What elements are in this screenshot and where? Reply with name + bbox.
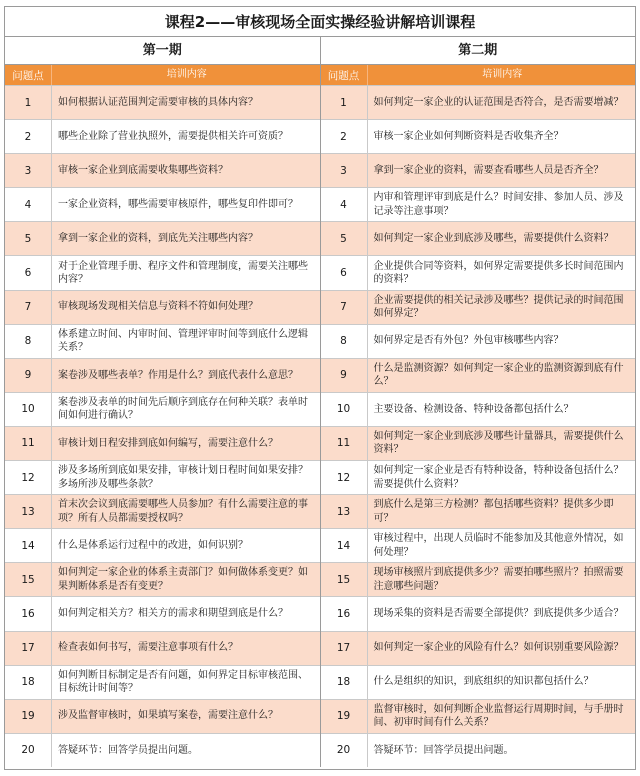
column-header-row	[321, 65, 636, 85]
row-content	[368, 427, 636, 460]
table-row	[321, 85, 636, 119]
table-row	[5, 153, 320, 187]
table-row	[321, 562, 636, 596]
table-row	[321, 221, 636, 255]
row-content	[368, 120, 636, 153]
row-number: 17	[321, 632, 368, 665]
row-content-text: 什么是监测资源？如何判定一家企业的监测资源到底有什么？	[373, 362, 624, 388]
column-header-content: 培训内容	[166, 69, 207, 81]
row-content	[52, 597, 320, 630]
table-row	[321, 255, 636, 289]
row-number: 4	[321, 188, 368, 221]
row-content	[52, 325, 320, 358]
row-number: 14	[321, 529, 368, 562]
row-content-text: 审核计划日程安排到底如何编写，需要注意什么？	[58, 437, 278, 449]
row-content-text: 现场审核照片到底提供多少？需要拍哪些照片？拍照需要注意哪些问题？	[373, 567, 624, 592]
row-content-text: 审核现场发现相关信息与资料不符如何处理？	[58, 301, 258, 313]
row-number: 20	[321, 734, 368, 767]
row-content-text: 如何判定一家企业到底涉及哪些，需要提供什么资料？	[373, 233, 614, 245]
row-content	[368, 632, 636, 665]
row-content-text: 拿到一家企业的资料，到底先关注哪些内容？	[58, 233, 258, 245]
row-content	[368, 222, 636, 255]
page-title: 课程2——审核现场全面实操经验讲解培训课程	[5, 7, 635, 37]
table-row	[321, 733, 636, 767]
course-table	[4, 6, 636, 770]
table-row	[321, 392, 636, 426]
table-row	[321, 153, 636, 187]
table-row	[321, 494, 636, 528]
row-number: 7	[5, 291, 52, 324]
row-content	[368, 359, 636, 392]
table-row	[5, 665, 320, 699]
table-row	[5, 699, 320, 733]
row-content-text: 首末次会议到底需要哪些人员参加？有什么需要注意的事项？所有人员都需要授权吗？	[58, 499, 308, 524]
table-row	[321, 596, 636, 630]
row-content	[52, 461, 320, 494]
table-row	[5, 255, 320, 289]
row-number: 6	[5, 256, 52, 289]
table-row	[5, 596, 320, 630]
table-row	[321, 665, 636, 699]
row-content	[52, 291, 320, 324]
row-content-text: 主要设备、检测设备、特种设备都包括什么？	[373, 403, 574, 415]
row-content	[52, 563, 320, 596]
row-content-text: 审核一家企业如何判断资料是否收集齐全？	[373, 130, 564, 142]
row-content-text: 一家企业资料，哪些需要审核原件，哪些复印件即可？	[58, 199, 298, 211]
table-row	[321, 119, 636, 153]
row-content-text: 如何根据认证范围判定需要审核的具体内容？	[58, 96, 258, 108]
row-number: 15	[5, 563, 52, 596]
row-number: 15	[321, 563, 368, 596]
table-body	[5, 65, 635, 767]
row-content-text: 如何判断目标制定是否有问题，如何界定目标审核范围、目标统计时间等？	[58, 669, 308, 695]
table-row	[5, 494, 320, 528]
row-content-text: 案卷涉及哪些表单？作用是什么？到底代表什么意思？	[58, 369, 298, 381]
row-content	[52, 154, 320, 187]
table-row	[321, 699, 636, 733]
table-row	[5, 187, 320, 221]
row-number: 9	[321, 359, 368, 392]
row-number: 20	[5, 734, 52, 767]
row-content-text: 哪些企业除了营业执照外，需要提供相关许可资质？	[58, 130, 288, 142]
row-number: 1	[5, 86, 52, 119]
row-content	[52, 495, 320, 528]
row-number: 18	[5, 666, 52, 699]
row-content-text: 涉及多场所到底如果安排，审核计划日程时间如果安排？多场所涉及哪些条款？	[58, 465, 308, 490]
table-row	[321, 460, 636, 494]
row-number: 9	[5, 359, 52, 392]
period-1-title: 第一期	[142, 43, 182, 58]
row-content-text: 监督审核时，如何判断企业监督运行周期时间，与手册时间、初审时间有什么关系？	[373, 703, 624, 729]
row-number: 11	[5, 427, 52, 460]
row-content	[52, 632, 320, 665]
row-number: 2	[321, 120, 368, 153]
row-number: 3	[5, 154, 52, 187]
row-content-text: 如何判定一家企业的风险有什么？如何识别重要风险源？	[373, 642, 624, 654]
row-content	[52, 120, 320, 153]
row-number: 16	[321, 597, 368, 630]
row-content-text: 如何判定一家企业的认证范围是否符合，是否需要增减？	[373, 96, 624, 108]
row-content-text: 到底什么是第三方检测？都包括哪些资料？提供多少即可？	[373, 499, 614, 524]
row-content-text: 什么是组织的知识，到底组织的知识都包括什么？	[373, 676, 594, 688]
table-row	[5, 324, 320, 358]
row-content	[52, 188, 320, 221]
row-content	[52, 666, 320, 699]
row-number: 14	[5, 529, 52, 562]
row-content	[368, 461, 636, 494]
row-number: 19	[321, 700, 368, 733]
row-number: 7	[321, 291, 368, 324]
table-row	[5, 392, 320, 426]
table-row	[5, 119, 320, 153]
row-content	[368, 188, 636, 221]
row-number: 1	[321, 86, 368, 119]
table-row	[5, 290, 320, 324]
row-number: 3	[321, 154, 368, 187]
table-row	[321, 187, 636, 221]
table-row	[5, 460, 320, 494]
row-content	[52, 256, 320, 289]
row-content	[368, 291, 636, 324]
period-2-title: 第二期	[320, 37, 636, 64]
row-content	[368, 700, 636, 733]
row-content	[368, 529, 636, 562]
row-number: 12	[5, 461, 52, 494]
row-content-text: 答疑环节：回答学员提出问题。	[373, 744, 514, 756]
row-content	[368, 325, 636, 358]
period-1-column	[5, 65, 320, 767]
table-row	[5, 528, 320, 562]
period-header-row	[5, 37, 635, 65]
row-content	[52, 393, 320, 426]
table-row	[5, 631, 320, 665]
column-header-num: 问题点	[5, 65, 52, 85]
period-2-column	[320, 65, 636, 767]
row-content-text: 如何判定一家企业的体系主责部门？如何做体系变更？如果判断体系是否有变更？	[58, 567, 308, 592]
row-content	[52, 734, 320, 767]
table-row	[321, 324, 636, 358]
row-content-text: 如何判定一家企业是否有特种设备，特种设备包括什么？需要提供什么资料？	[373, 465, 624, 490]
row-content	[368, 597, 636, 630]
row-content-text: 案卷涉及表单的时间先后顺序到底存在何种关联？表单时间如何进行确认？	[58, 396, 308, 422]
row-content-text: 企业需要提供的相关记录涉及哪些？提供记录的时间范围如何界定？	[373, 294, 624, 320]
row-number: 8	[5, 325, 52, 358]
row-content-text: 审核过程中，出现人员临时不能参加及其他意外情况，如何处理？	[373, 533, 624, 558]
row-content	[52, 700, 320, 733]
row-content	[52, 359, 320, 392]
row-content-text: 内审和管理评审到底是什么？时间安排、参加人员、涉及记录等注意事项？	[373, 192, 624, 217]
row-content-text: 审核一家企业到底需要收集哪些资料？	[58, 164, 228, 176]
row-content-text: 现场采集的资料是否需要全部提供？到底提供多少适合？	[373, 608, 624, 620]
row-number: 8	[321, 325, 368, 358]
row-number: 11	[321, 427, 368, 460]
row-content	[368, 666, 636, 699]
table-row	[321, 631, 636, 665]
row-content	[52, 86, 320, 119]
row-content	[368, 86, 636, 119]
row-content	[368, 154, 636, 187]
table-row	[321, 290, 636, 324]
row-content-text: 涉及监督审核时，如果填写案卷，需要注意什么？	[58, 710, 278, 722]
column-header-content: 培训内容	[482, 69, 523, 81]
row-number: 12	[321, 461, 368, 494]
row-content	[368, 495, 636, 528]
column-header-row	[5, 65, 320, 85]
table-row	[5, 733, 320, 767]
table-row	[5, 358, 320, 392]
row-number: 5	[321, 222, 368, 255]
row-content	[368, 256, 636, 289]
table-row	[321, 358, 636, 392]
table-row	[5, 562, 320, 596]
row-number: 17	[5, 632, 52, 665]
row-content-text: 如何判定一家企业到底涉及哪些计量器具，需要提供什么资料？	[373, 430, 624, 456]
table-row	[5, 221, 320, 255]
table-row	[321, 528, 636, 562]
row-number: 13	[321, 495, 368, 528]
row-content-text: 检查表如何书写，需要注意事项有什么？	[58, 642, 238, 654]
row-number: 13	[5, 495, 52, 528]
row-content	[52, 222, 320, 255]
table-row	[5, 85, 320, 119]
row-content-text: 答疑环节：回答学员提出问题。	[58, 744, 198, 756]
row-content-text: 如何界定是否有外包？外包审核哪些内容？	[373, 335, 564, 347]
row-content-text: 什么是体系运行过程中的改进，如何识别？	[58, 540, 248, 552]
row-content-text: 拿到一家企业的资料，需要查看哪些人员是否齐全？	[373, 164, 604, 176]
row-number: 4	[5, 188, 52, 221]
row-content-text: 对于企业管理手册、程序文件和管理制度，需要关注哪些内容？	[58, 260, 308, 286]
row-content	[368, 563, 636, 596]
row-number: 10	[321, 393, 368, 426]
row-content-text: 企业提供合同等资料，如何界定需要提供多长时间范围内的资料？	[373, 260, 624, 286]
column-header-num: 问题点	[321, 65, 368, 85]
row-content-text: 体系建立时间、内审时间、管理评审时间等到底什么逻辑关系？	[58, 328, 308, 354]
row-number: 5	[5, 222, 52, 255]
row-number: 2	[5, 120, 52, 153]
row-content	[368, 393, 636, 426]
row-number: 6	[321, 256, 368, 289]
row-number: 10	[5, 393, 52, 426]
row-content	[52, 529, 320, 562]
row-content	[368, 734, 636, 767]
table-row	[5, 426, 320, 460]
row-content	[52, 427, 320, 460]
row-content-text: 如何判定相关方？相关方的需求和期望到底是什么？	[58, 608, 288, 620]
table-row	[321, 426, 636, 460]
row-number: 19	[5, 700, 52, 733]
row-number: 16	[5, 597, 52, 630]
row-number: 18	[321, 666, 368, 699]
